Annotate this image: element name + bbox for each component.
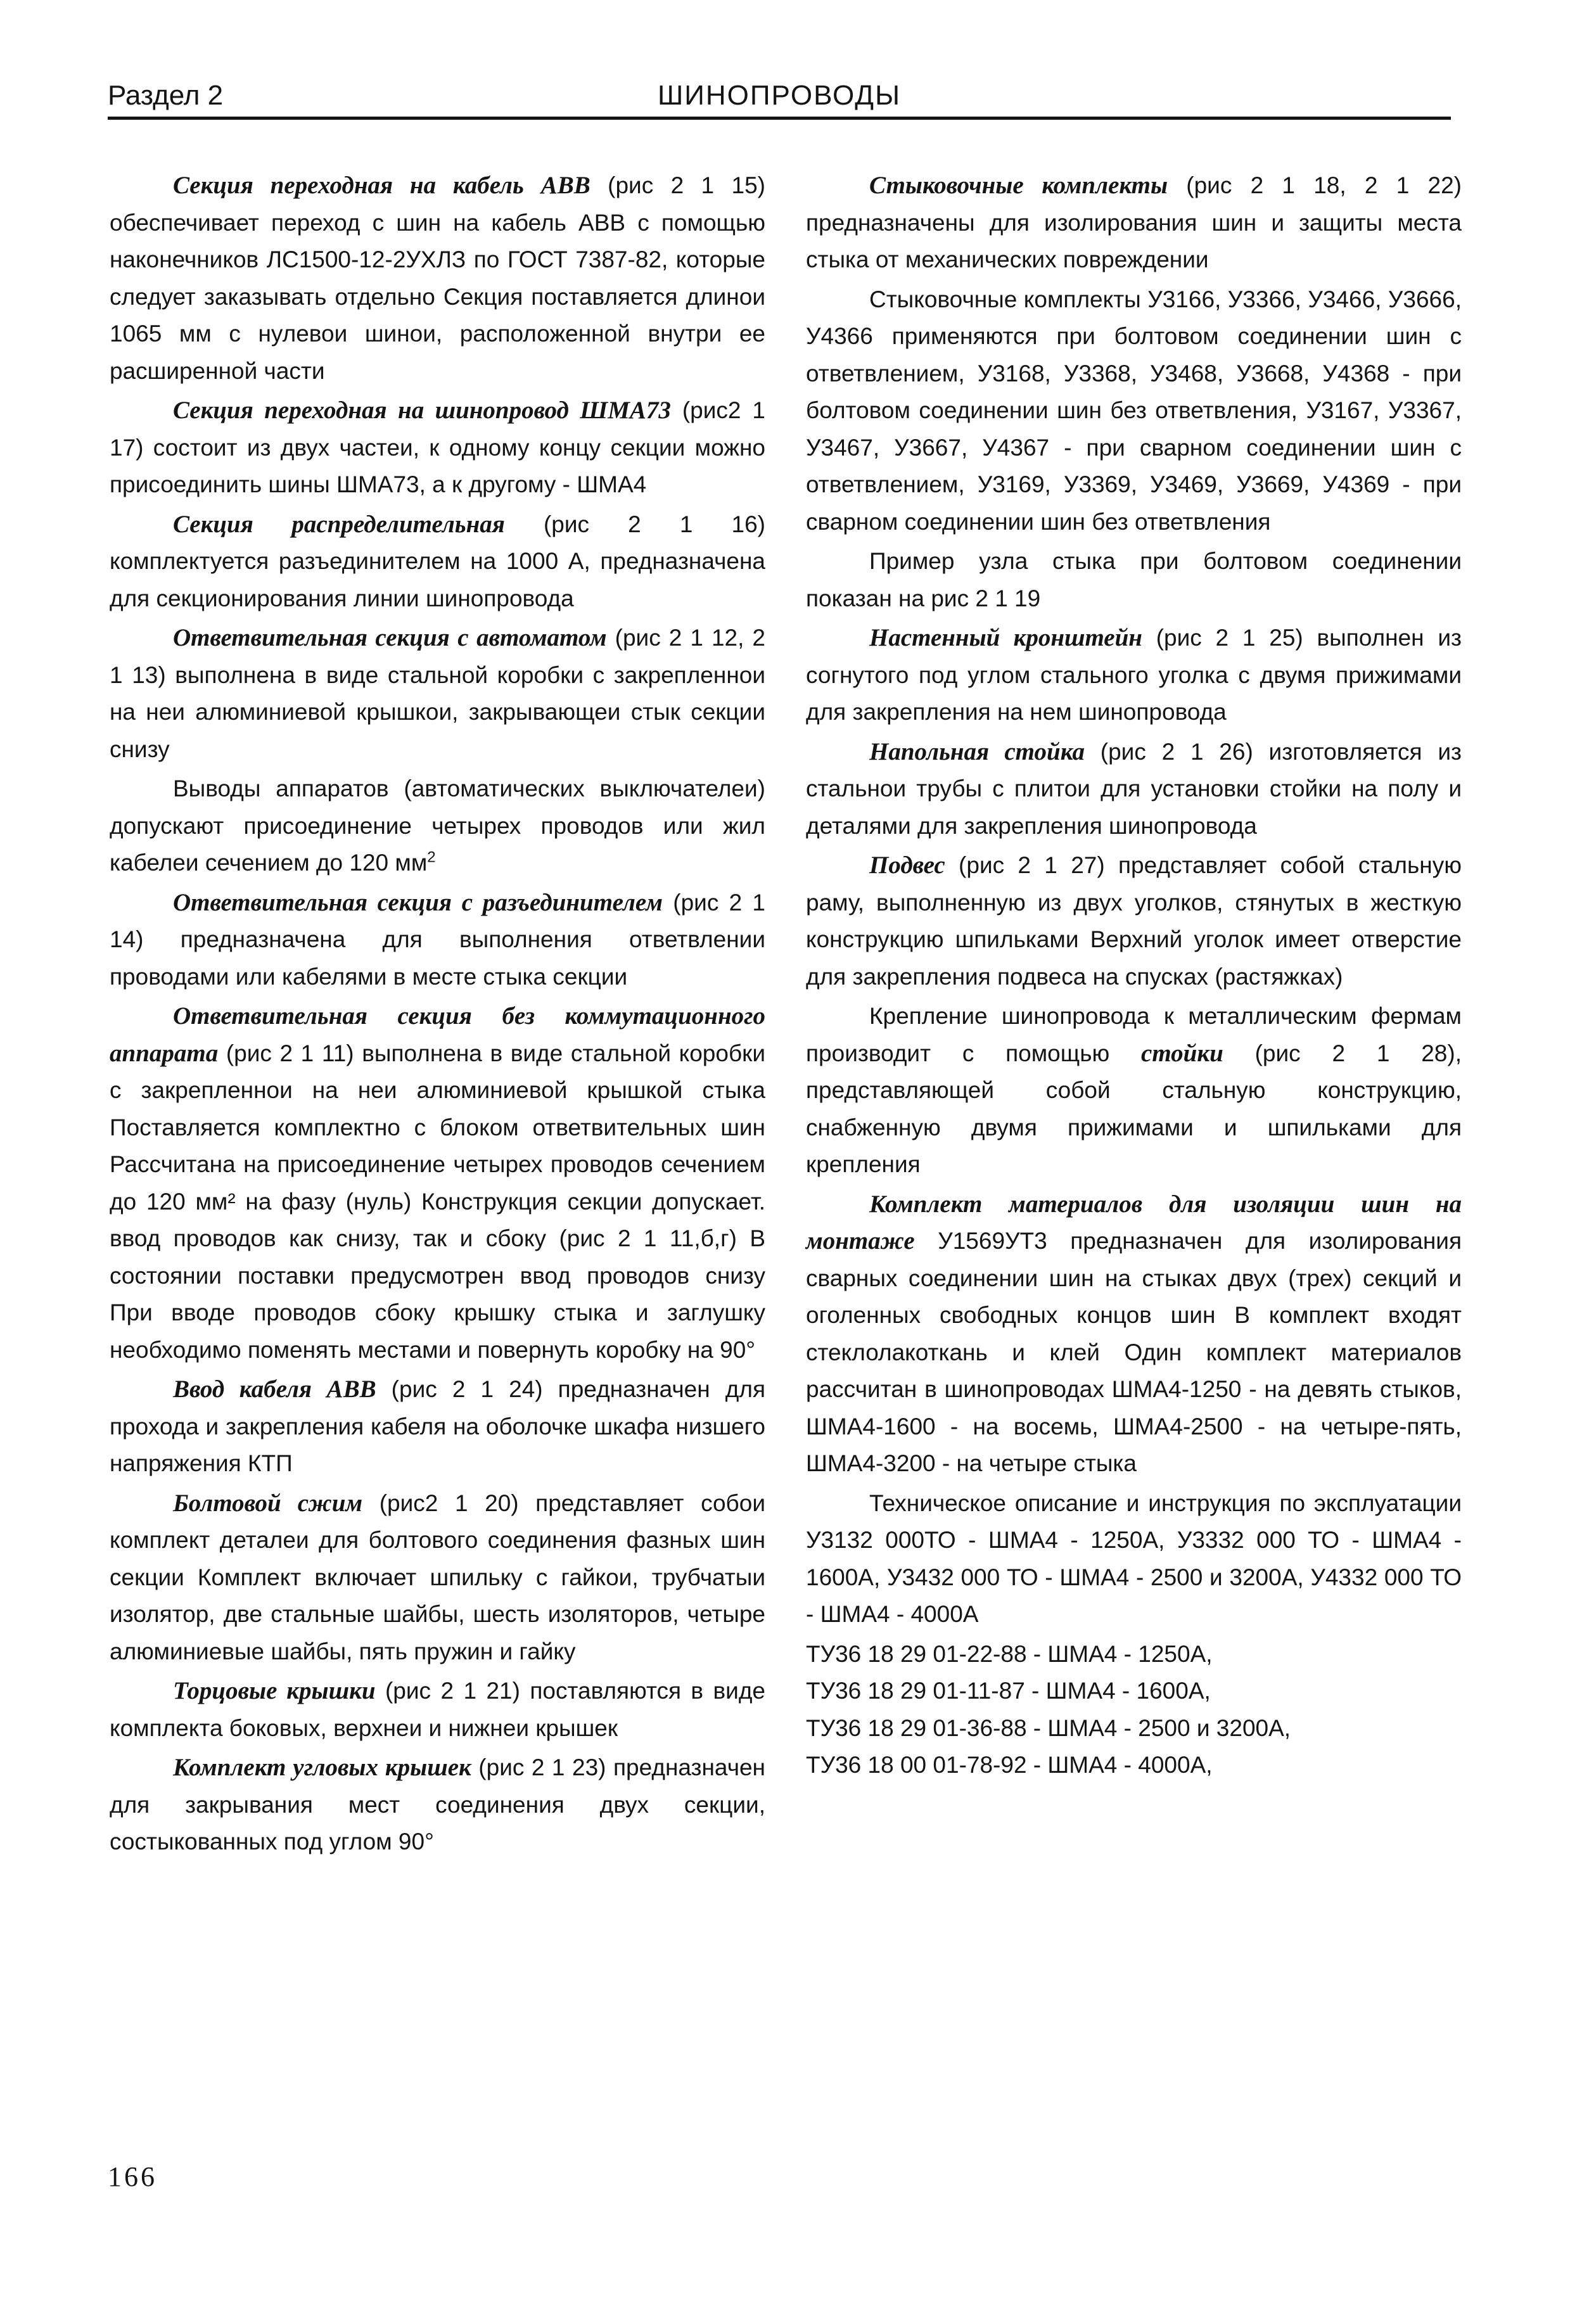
- paragraph-term: Подвес: [869, 852, 945, 879]
- paragraph-text: (рис 2 1 25) выполнен из согнутого под углом стального уголка с двумя прижимами для закрепления на нем шинопровода: [806, 625, 1462, 725]
- paragraph-text: (рис 2 1 11) выполнена в виде стальной коробки с закрепленнои на неи алюминиевой крышкой стыка Поставляется комплектно с блоком ответвительных шин Рассчитана на присоединение четырех проводов сечением до 120 мм² на фазу (нуль) Конструкция секции допускает. ввод проводов как снизу, так и сбоку (рис 2 1 11,б,г) В состоянии поставки предусмотрен ввод проводов снизу При вводе проводов сбоку крышку стыка и заглушку необходимо поменять местами и повернуть коробку на 90°: [110, 1040, 765, 1363]
- paragraph: [110, 1673, 765, 1747]
- tu-line: ТУ36 18 29 01-36-88 - ШМА4 - 2500 и 3200А,: [806, 1714, 1291, 1741]
- paragraph-text: (рис 2 1 23) предназначен для закрывания мест соединения двух секции, состыкованных под углом 90°: [110, 1754, 765, 1855]
- paragraph-term: Ответвительная секция с автоматом: [173, 624, 607, 651]
- page-number: 166: [108, 2161, 157, 2192]
- paragraph: [110, 620, 765, 768]
- paragraph: [806, 847, 1462, 995]
- paragraph-term: Секция переходная на кабель АВВ: [173, 172, 590, 199]
- paragraph-text: (рис 2 1 21) поставляются в виде комплекта боковых, верхнеи и нижнеи крышек: [110, 1678, 765, 1741]
- paragraph-text: У1569УТ3 предназначен для изолирования сварных соединении шин на стыках двух (трех) секций и оголенных свободных концов шин В комплект входят стеклолакоткань и клей Один комплект материалов рассчитан в шинопроводах ШМА4-1250 - на девять стыков, ШМА4-1600 - на восемь, ШМА4-2500 - на четыре-пять, ШМА4-3200 - на четыре стыка: [806, 1228, 1462, 1476]
- paragraph-text: Техническое описание и инструкция по эксплуатации У3132 000ТО - ШМА4 - 1250А, У3332 000 ТО - ШМА4 - 1600А, У3432 000 ТО - ШМА4 - 2500 и 3200А, У4332 000 ТО - ШМА4 - 4000А: [806, 1490, 1462, 1627]
- paragraph-term: Напольная стойка: [869, 737, 1085, 765]
- paragraph: [110, 998, 765, 1369]
- paragraph-text: (рис 2 1 18, 2 1 22) предназначены для изолирования шин и защиты места стыка от механических повреждении: [806, 172, 1462, 272]
- paragraph-text: (рис2 1 20) представляет собои комплект деталеи для болтового соединения фазных шин секции Комплект включает шпильку с гайкои, трубчатыи изолятор, две стальные шайбы, шесть изоляторов, четыре алюминиевые шайбы, пять пружин и гайку: [110, 1490, 765, 1664]
- paragraph: [806, 167, 1462, 279]
- paragraph-text: (рис 2 1 14) предназначена для выполнения ответвлении проводами или кабелями в месте стыка секции: [110, 889, 765, 990]
- paragraph-term: Секция переходная на шинопровод ШМА73: [173, 397, 671, 424]
- paragraph-text: Стыковочные комплекты У3166, У3366, У3466, У3666, У4366 применяются при болтовом соединении шин с ответвлением, У3168, У3368, У3468, У3668, У4368 - при болтовом соединении шин без ответвления, У3167, У3367, У3467, У3667, У4367 - при сварном соединении шин с ответвлением, У3169, У3369, У3469, У3669, У4369 - при сварном соединении шин без ответвления: [806, 286, 1462, 535]
- paragraph: [806, 281, 1462, 541]
- paragraph-text: (рис 2 1 24) предназначен для прохода и закрепления кабеля на оболочке шкафа низшего напряжения КТП: [110, 1376, 765, 1476]
- paragraph: [806, 620, 1462, 731]
- paragraph-text: (рис 2 1 28), представляющей собой стальную конструкцию, снабженную двумя прижимами и шпильками для крепления: [806, 1040, 1462, 1177]
- page-title: ШИНОПРОВОДЫ: [657, 80, 902, 111]
- paragraph-text: Пример узла стыка при болтовом соединении показан на рис 2 1 19: [806, 548, 1462, 611]
- paragraph: [110, 1371, 765, 1483]
- superscript: 2: [427, 848, 436, 866]
- tu-line: ТУ36 18 00 01-78-92 - ШМА4 - 4000А,: [806, 1752, 1213, 1778]
- header-rule: [108, 117, 1451, 120]
- paragraph: [110, 884, 765, 996]
- paragraph-term: Секция распределительная: [173, 510, 505, 538]
- paragraph: [110, 1749, 765, 1861]
- paragraph-term: Болтовой сжим: [173, 1489, 363, 1517]
- paragraph-term: Ответвительная секция с разъединителем: [173, 888, 663, 916]
- paragraph: [806, 734, 1462, 845]
- paragraph-term: Стыковочные комплекты: [869, 172, 1168, 199]
- paragraph: [806, 1485, 1462, 1633]
- paragraph: [110, 770, 765, 882]
- paragraph-term: Настенный кронштейн: [869, 624, 1142, 651]
- paragraph: [806, 543, 1462, 617]
- left-column: [110, 167, 765, 1863]
- paragraph-term: Торцовые крышки: [173, 1677, 376, 1704]
- page-header: [108, 76, 1451, 120]
- paragraph: [110, 392, 765, 504]
- paragraph-text: (рис2 1 17) состоит из двух частеи, к одному концу секции можно присоединить шины ШМА73, а к другому - ШМА4: [110, 397, 765, 497]
- paragraph: [110, 1485, 765, 1671]
- paragraph-text: (рис 2 1 16) комплектуется разъединителем на 1000 А, предназначена для секционирования линии шинопровода: [110, 511, 765, 611]
- paragraph: [806, 998, 1462, 1184]
- paragraph-term: Ввод кабеля АВВ: [173, 1376, 376, 1403]
- paragraph: [110, 506, 765, 618]
- paragraph: [806, 1186, 1462, 1483]
- paragraph-text: (рис 2 1 27) представляет собой стальную раму, выполненную из двух уголков, стянутых в жесткую конструкцию шпильками Верхний уголок имеет отверстие для закрепления подвеса на спусках (растяжках): [806, 852, 1462, 990]
- paragraph-term: Комплект угловых крышек: [173, 1754, 471, 1781]
- tu-line: ТУ36 18 29 01-22-88 - ШМА4 - 1250А,: [806, 1640, 1213, 1667]
- paragraph-text: (рис 2 1 15) обеспечивает переход с шин на кабель АВВ с помощью наконечников ЛС1500-12-2УХЛЗ по ГОСТ 7387-82, которые следует заказывать отдельно Секция поставляется длинои 1065 мм с нулевои шинои, расположенной внутри ее расширенной части: [110, 172, 765, 384]
- tu-line: ТУ36 18 29 01-11-87 - ШМА4 - 1600А,: [806, 1678, 1211, 1704]
- paragraph-text: (рис 2 1 26) изготовляется из стальнои трубы с плитои для установки стойки на полу и деталями для закрепления шинопровода: [806, 738, 1462, 839]
- right-column: [806, 167, 1462, 1784]
- section-label: Раздел 2: [108, 80, 224, 111]
- paragraph-term: Комплект материалов для изоляции шин на монтаже: [806, 1190, 1462, 1255]
- paragraph-text: (рис 2 1 12, 2 1 13) выполнена в виде стальной коробки с закрепленнои на неи алюминиевой крышкои, закрывающеи стык секции снизу: [110, 625, 765, 762]
- paragraph-lead: Крепление шинопровода к металлическим фермам производит с помощью: [806, 1003, 1462, 1066]
- paragraph-term: стойки: [1141, 1039, 1223, 1067]
- paragraph-text: Выводы аппаратов (автоматических выключателеи) допускают присоединение четырех проводов или жил кабелеи сечением до 120 мм: [110, 776, 765, 876]
- paragraph-term: Ответвительная секция без коммутационного аппарата: [110, 1002, 765, 1067]
- paragraph: [110, 167, 765, 390]
